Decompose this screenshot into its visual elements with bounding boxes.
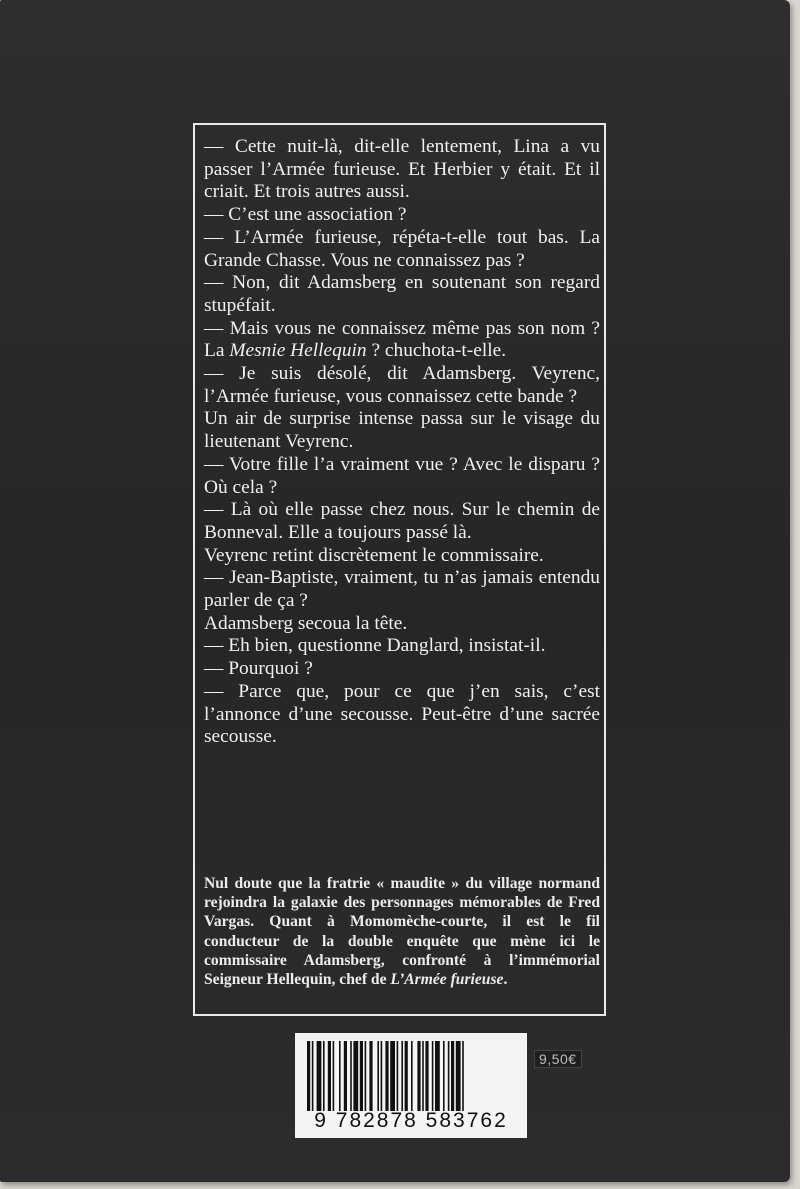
barcode-bar (344, 1041, 347, 1111)
excerpt-paragraph: — Là où elle passe chez nous. Sur le chemin de Bonneval. Elle a toujours passé là. (204, 499, 600, 543)
barcode-bars (307, 1041, 513, 1111)
excerpt-paragraph: — Mais vous ne connaissez même pas son nom ? La Mesnie Hellequin ? chuchota-t-elle. (204, 317, 600, 362)
excerpt-paragraph: — Eh bien, questionne Danglard, insistat-il. (204, 635, 546, 657)
excerpt-paragraph: — Votre fille l’a vraiment vue ? Avec le disparu ? Où cela ? (204, 453, 600, 498)
barcode-bar (353, 1041, 358, 1111)
book-title: L’Armée furieuse (390, 971, 504, 989)
barcode-bar (360, 1041, 363, 1111)
barcode-bar (443, 1041, 445, 1111)
barcode-bar (422, 1041, 424, 1111)
barcode-bar (365, 1041, 367, 1111)
barcode-bar (312, 1041, 314, 1111)
excerpt-paragraph: — L’Armée furieuse, répéta-t-elle tout bas. La Grande Chasse. Vous ne connaissez pas ? (204, 226, 600, 271)
excerpt-paragraph: — Jean-Baptiste, vraiment, tu n’as jamais entendu parler de ça ? (204, 567, 600, 612)
blurb-text: Nul doute que la fratrie « maudite » du village normand rejoindra la galaxie des personnages mémorables de Fred Vargas. Quant à Momomèche-courte, il est le fil conducteur de la double enquête que mène ici le commissaire Adamsberg, confronté à l’immémorial Seigneur Hellequin, chef de L’Armée furieuse. (204, 875, 600, 989)
barcode-bar (323, 1041, 325, 1111)
barcode-bar (390, 1041, 395, 1111)
barcode-bar (385, 1041, 388, 1111)
barcode-bar (317, 1041, 322, 1111)
barcode-bar (462, 1041, 464, 1111)
excerpt-paragraph: Veyrenc retint discrètement le commissaire. (204, 544, 544, 566)
barcode (295, 1033, 527, 1138)
barcode-bar (328, 1041, 331, 1111)
excerpt-paragraph: — Cette nuit-là, dit-elle lentement, Lina a vu passer l’Armée furieuse. Et Herbier y était. Et il criait. Et trois autres aussi. (204, 136, 600, 203)
barcode-bar (397, 1041, 399, 1111)
barcode-bar (417, 1041, 420, 1111)
excerpt-text (204, 136, 600, 749)
barcode-bar (401, 1041, 403, 1111)
excerpt-paragraph: — Parce que, pour ce que j’en sais, c’est l’annonce d’une secousse. Peut-être d’une sacrée secousse. (204, 680, 600, 748)
isbn-number: 9 782878 583762 (314, 1109, 508, 1132)
italic-name: Mesnie Hellequin (229, 340, 367, 362)
barcode-bar (333, 1041, 335, 1111)
barcode-bar (339, 1041, 341, 1111)
barcode-bar (381, 1041, 383, 1111)
excerpt-paragraph: Adamsberg secoua la tête. (204, 612, 408, 634)
barcode-bar (405, 1041, 408, 1111)
excerpt-paragraph: — Pourquoi ? (204, 658, 313, 680)
barcode-bar (425, 1041, 428, 1111)
price-sticker: 9,50€ (534, 1050, 582, 1068)
barcode-bar (456, 1041, 461, 1111)
barcode-bar (350, 1041, 352, 1111)
barcode-bar (369, 1041, 372, 1111)
barcode-bar (411, 1041, 413, 1111)
barcode-bar (451, 1041, 454, 1111)
barcode-bar (435, 1041, 440, 1111)
excerpt-paragraph: — Je suis désolé, dit Adamsberg. Veyrenc, l’Armée furieuse, vous connaissez cette bande ? (204, 363, 600, 407)
barcode-bar (307, 1041, 310, 1111)
excerpt-paragraph: Un air de surprise intense passa sur le visage du lieutenant Veyrenc. (204, 408, 600, 453)
barcode-bar (432, 1041, 434, 1111)
excerpt-paragraph: — C’est une association ? (204, 204, 407, 226)
excerpt-paragraph: — Non, dit Adamsberg en soutenant son regard stupéfait. (204, 272, 600, 316)
barcode-bar (377, 1041, 379, 1111)
barcode-bar (448, 1041, 450, 1111)
